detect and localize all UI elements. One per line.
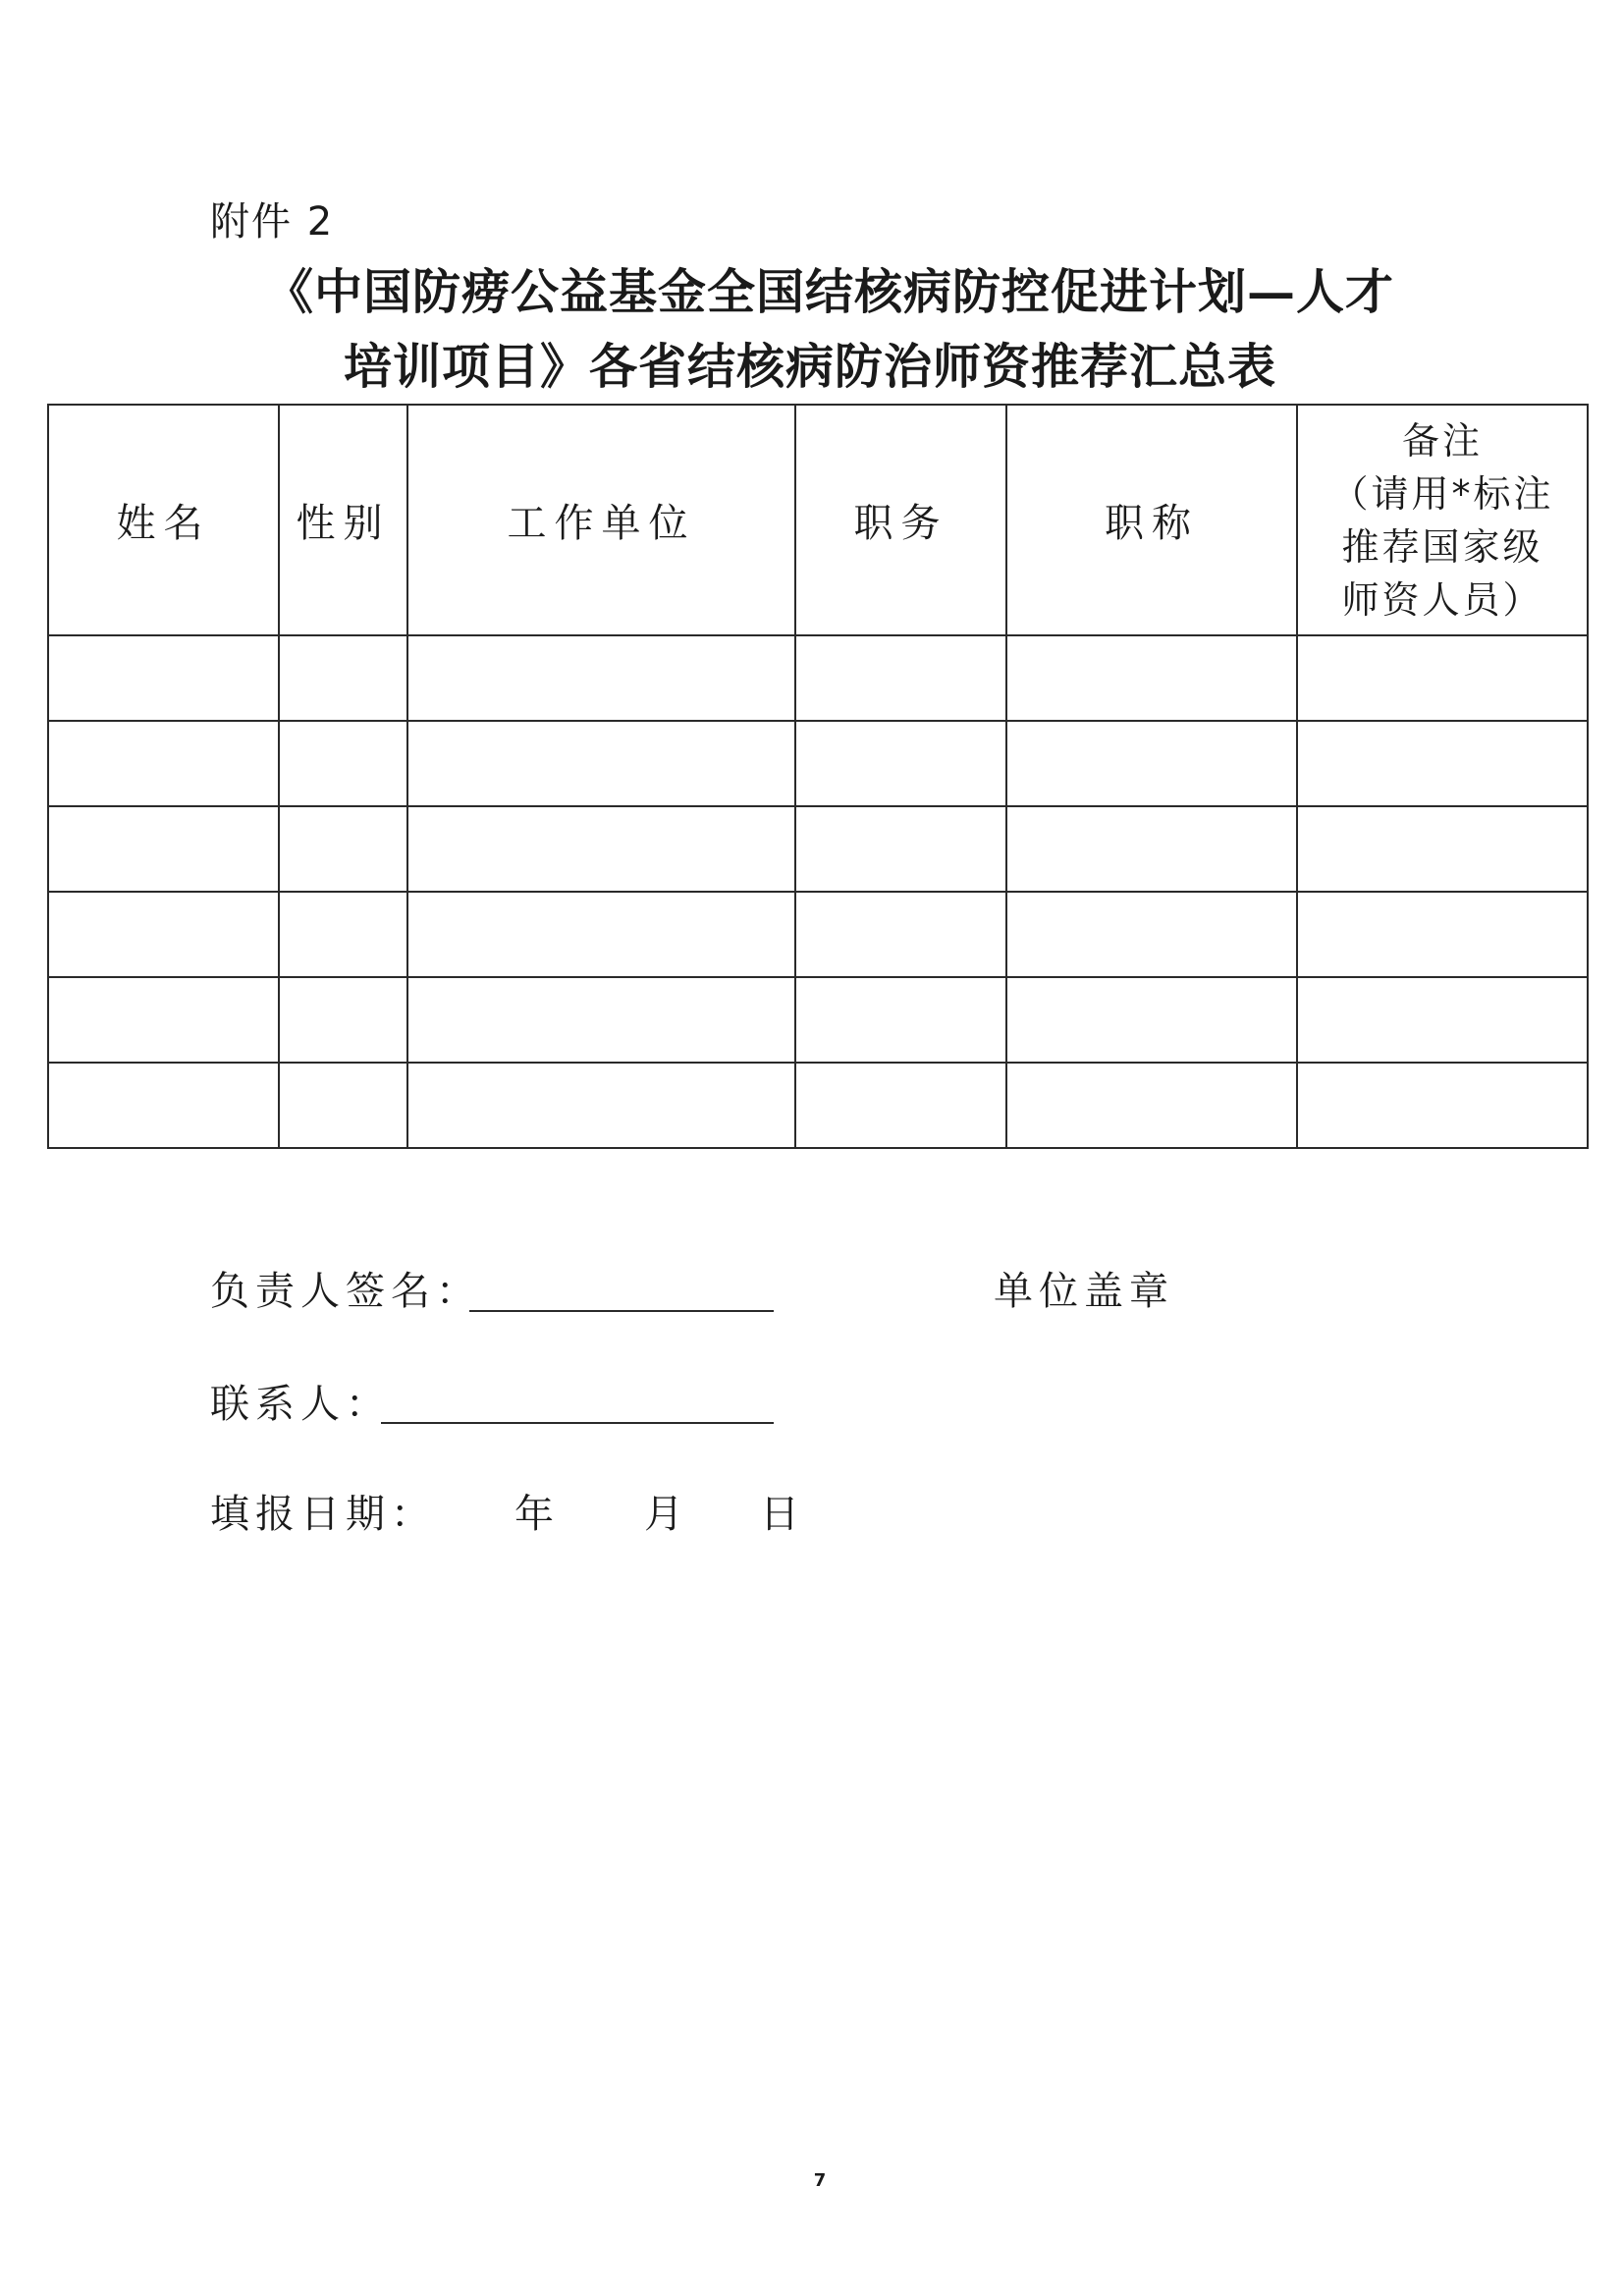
cell-gender[interactable] bbox=[279, 721, 407, 806]
table-row bbox=[48, 635, 1588, 721]
cell-title[interactable] bbox=[1006, 635, 1297, 721]
cell-name[interactable] bbox=[48, 977, 279, 1063]
cell-work-unit[interactable] bbox=[407, 892, 795, 977]
cell-title[interactable] bbox=[1006, 806, 1297, 892]
cell-title[interactable] bbox=[1006, 1063, 1297, 1148]
cell-name[interactable] bbox=[48, 892, 279, 977]
cell-gender[interactable] bbox=[279, 892, 407, 977]
remarks-note-line-1: （请用*标注 bbox=[1330, 471, 1554, 516]
document-title-line-2: 培训项目》各省结核病防治师资推荐汇总表 bbox=[343, 338, 1276, 395]
recommendation-table bbox=[47, 404, 1589, 1149]
table-row bbox=[48, 806, 1588, 892]
table-header-row bbox=[48, 405, 1588, 635]
cell-name[interactable] bbox=[48, 635, 279, 721]
signature-label: 负责人签名： bbox=[210, 1269, 481, 1314]
cell-position[interactable] bbox=[795, 892, 1006, 977]
date-month-label: 月 bbox=[644, 1492, 689, 1537]
cell-work-unit[interactable] bbox=[407, 1063, 795, 1148]
column-header-title: 职称 bbox=[1006, 405, 1297, 635]
cell-title[interactable] bbox=[1006, 721, 1297, 806]
cell-remarks[interactable] bbox=[1297, 1063, 1588, 1148]
cell-remarks[interactable] bbox=[1297, 806, 1588, 892]
column-header-gender: 性别 bbox=[279, 405, 407, 635]
cell-remarks[interactable] bbox=[1297, 892, 1588, 977]
cell-gender[interactable] bbox=[279, 635, 407, 721]
column-header-remarks bbox=[1297, 405, 1588, 635]
cell-gender[interactable] bbox=[279, 1063, 407, 1148]
table-row bbox=[48, 977, 1588, 1063]
cell-work-unit[interactable] bbox=[407, 806, 795, 892]
contact-field[interactable] bbox=[381, 1422, 774, 1424]
cell-name[interactable] bbox=[48, 806, 279, 892]
cell-remarks[interactable] bbox=[1297, 721, 1588, 806]
table-row bbox=[48, 721, 1588, 806]
table-row bbox=[48, 1063, 1588, 1148]
cell-work-unit[interactable] bbox=[407, 721, 795, 806]
cell-work-unit[interactable] bbox=[407, 977, 795, 1063]
fill-date-label: 填报日期： bbox=[210, 1492, 436, 1537]
cell-position[interactable] bbox=[795, 635, 1006, 721]
date-day-label: 日 bbox=[760, 1492, 805, 1537]
column-header-work-unit: 工作单位 bbox=[407, 405, 795, 635]
cell-position[interactable] bbox=[795, 1063, 1006, 1148]
cell-position[interactable] bbox=[795, 721, 1006, 806]
cell-name[interactable] bbox=[48, 1063, 279, 1148]
cell-title[interactable] bbox=[1006, 977, 1297, 1063]
cell-gender[interactable] bbox=[279, 977, 407, 1063]
column-header-name: 姓名 bbox=[48, 405, 279, 635]
document-title-line-1: 《中国防痨公益基金全国结核病防控促进计划—人才 bbox=[265, 263, 1395, 320]
attachment-label: 附件 2 bbox=[210, 199, 335, 245]
unit-seal-label: 单位盖章 bbox=[994, 1269, 1174, 1314]
cell-remarks[interactable] bbox=[1297, 977, 1588, 1063]
remarks-note-line-2: 推荐国家级 bbox=[1341, 524, 1543, 569]
cell-position[interactable] bbox=[795, 977, 1006, 1063]
signature-field[interactable] bbox=[469, 1310, 774, 1312]
cell-remarks[interactable] bbox=[1297, 635, 1588, 721]
column-header-position: 职务 bbox=[795, 405, 1006, 635]
cell-work-unit[interactable] bbox=[407, 635, 795, 721]
page-number: 7 bbox=[813, 2170, 827, 2191]
remarks-note-line-3: 师资人员） bbox=[1341, 577, 1543, 622]
table-row bbox=[48, 892, 1588, 977]
cell-title[interactable] bbox=[1006, 892, 1297, 977]
cell-gender[interactable] bbox=[279, 806, 407, 892]
date-year-label: 年 bbox=[514, 1492, 560, 1537]
cell-position[interactable] bbox=[795, 806, 1006, 892]
remarks-heading: 备注 bbox=[1401, 418, 1483, 463]
cell-name[interactable] bbox=[48, 721, 279, 806]
contact-label: 联系人： bbox=[210, 1382, 391, 1427]
